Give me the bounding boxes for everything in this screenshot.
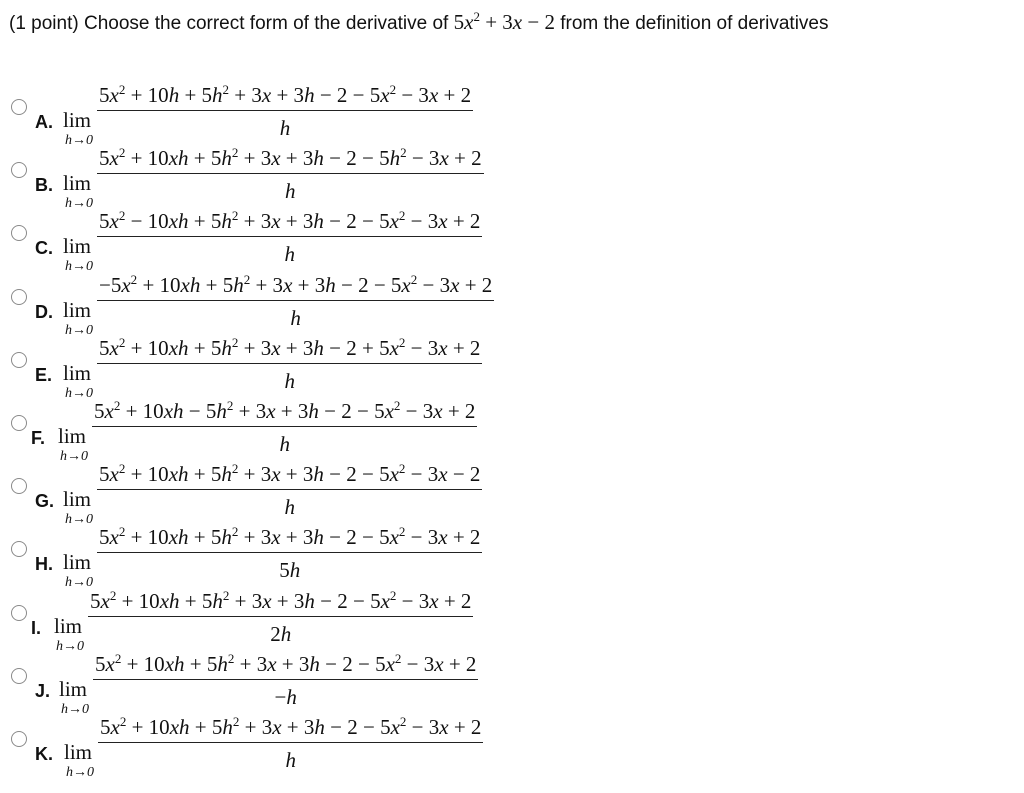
question-prefix: (1 point) Choose the correct form of the derivative of xyxy=(9,13,454,34)
fraction-numerator: $5x^2 + 10xh + 5h^2 + 3x + 3h - 2 + 5x^2 - 3x + 2$ xyxy=(99,334,481,360)
fraction-denominator: h xyxy=(284,368,295,393)
fraction xyxy=(97,524,482,583)
fraction xyxy=(98,714,483,773)
option-letter: D. xyxy=(35,301,53,322)
fraction xyxy=(97,335,482,394)
fraction-numerator: $5x^2 + 10xh + 5h^2 + 3x + 3h - 2 - 5x^2 - 3x + 2$ xyxy=(90,587,472,613)
lim-subscript: h→0 xyxy=(65,322,93,338)
lim-operator: lim xyxy=(63,550,92,575)
fraction-numerator: $5x^2 + 10xh + 5h^2 + 3x + 3h - 2 - 5h^2 - 3x + 2$ xyxy=(99,145,482,171)
fraction-denominator: h xyxy=(279,116,291,140)
fraction xyxy=(97,208,482,267)
fraction-denominator: 5h xyxy=(279,558,301,583)
fraction-numerator: $5x^2 + 10xh + 5h^2 + 3x + 3h - 2 - 5x^2 - 3x + 2$ xyxy=(99,524,481,550)
question-suffix: from the definition of derivatives xyxy=(554,13,829,34)
fraction-denominator: h xyxy=(284,495,295,520)
option-letter: E. xyxy=(35,364,53,385)
option-radio-button[interactable] xyxy=(11,162,27,178)
fraction-denominator: −h xyxy=(274,684,297,709)
lim-subscript: h→0 xyxy=(60,449,88,464)
fraction xyxy=(97,272,494,331)
fraction-denominator: h xyxy=(290,305,301,330)
option-letter: G. xyxy=(35,491,55,512)
option-radio-button[interactable] xyxy=(11,731,27,747)
lim-subscript: h→0 xyxy=(65,575,93,591)
lim-operator: lim xyxy=(63,234,92,259)
option-radio-button[interactable] xyxy=(11,99,27,115)
fraction-denominator: h xyxy=(284,242,295,267)
fraction xyxy=(88,588,473,647)
option-radio-button[interactable] xyxy=(11,478,27,494)
option-radio-button[interactable] xyxy=(11,289,27,305)
fraction-numerator: $5x^2 + 10xh + 5h^2 + 3x + 3h - 2 - 5x^2 - 3x + 2$ xyxy=(95,650,477,676)
answer-option[interactable] xyxy=(0,713,1024,792)
lim-operator: lim xyxy=(63,171,92,196)
lim-subscript: h→0 xyxy=(61,701,89,717)
lim-subscript: h→0 xyxy=(65,196,93,212)
fraction-denominator: h xyxy=(279,432,290,456)
fraction-numerator: $5x^2 + 10xh + 5h^2 + 3x + 3h - 2 - 5x^2 - 3x + 2$ xyxy=(100,713,482,739)
question-prompt xyxy=(9,9,829,37)
fraction-numerator: $5x^2 - 10xh + 5h^2 + 3x + 3h - 2 - 5x^2 - 3x + 2$ xyxy=(99,208,481,234)
option-radio-button[interactable] xyxy=(11,605,27,621)
option-letter: H. xyxy=(35,554,53,575)
fraction-numerator: $5x^2 + 10xh + 5h^2 + 3x + 3h - 2 - 5x^2 - 3x - 2$ xyxy=(99,461,481,487)
option-radio-button[interactable] xyxy=(11,415,27,431)
option-letter: C. xyxy=(35,238,53,259)
lim-operator: lim xyxy=(63,297,92,322)
fraction xyxy=(97,82,473,141)
lim-operator: lim xyxy=(64,740,93,764)
option-letter: F. xyxy=(31,428,46,448)
lim-operator: lim xyxy=(63,108,92,132)
option-letter: A. xyxy=(35,112,53,132)
option-radio-button[interactable] xyxy=(11,225,27,241)
question-function: $5x^2 + 3x - 2$ xyxy=(453,8,555,34)
lim-operator: lim xyxy=(58,424,87,448)
fraction xyxy=(97,461,482,520)
lim-subscript: h→0 xyxy=(65,512,93,528)
fraction-denominator: 2h xyxy=(270,621,292,646)
fraction-denominator: h xyxy=(285,179,296,204)
fraction xyxy=(97,145,484,204)
option-letter: B. xyxy=(35,175,53,196)
lim-subscript: h→0 xyxy=(66,765,94,780)
lim-operator: lim xyxy=(59,676,88,701)
option-radio-button[interactable] xyxy=(11,352,27,368)
fraction-numerator: $-5x^2 + 10xh + 5h^2 + 3x + 3h - 2 - 5x^2 - 3x + 2$ xyxy=(99,271,493,297)
fraction xyxy=(93,651,478,710)
lim-subscript: h→0 xyxy=(65,385,93,401)
fraction-numerator: $5x^2 + 10xh - 5h^2 + 3x + 3h - 2 - 5x^2 - 3x + 2$ xyxy=(94,397,476,423)
option-letter: I. xyxy=(31,617,42,638)
option-letter: J. xyxy=(35,680,51,701)
fraction-numerator: $5x^2 + 10h + 5h^2 + 3x + 3h - 2 - 5x^2 - 3x + 2$ xyxy=(99,81,472,107)
lim-operator: lim xyxy=(54,613,83,638)
lim-subscript: h→0 xyxy=(56,638,84,654)
fraction xyxy=(92,398,477,457)
lim-operator: lim xyxy=(63,360,92,385)
fraction-denominator: h xyxy=(285,748,296,772)
option-radio-button[interactable] xyxy=(11,668,27,684)
lim-subscript: h→0 xyxy=(65,133,93,148)
option-radio-button[interactable] xyxy=(11,541,27,557)
option-letter: K. xyxy=(35,744,53,764)
lim-subscript: h→0 xyxy=(65,259,93,275)
lim-operator: lim xyxy=(63,487,92,512)
